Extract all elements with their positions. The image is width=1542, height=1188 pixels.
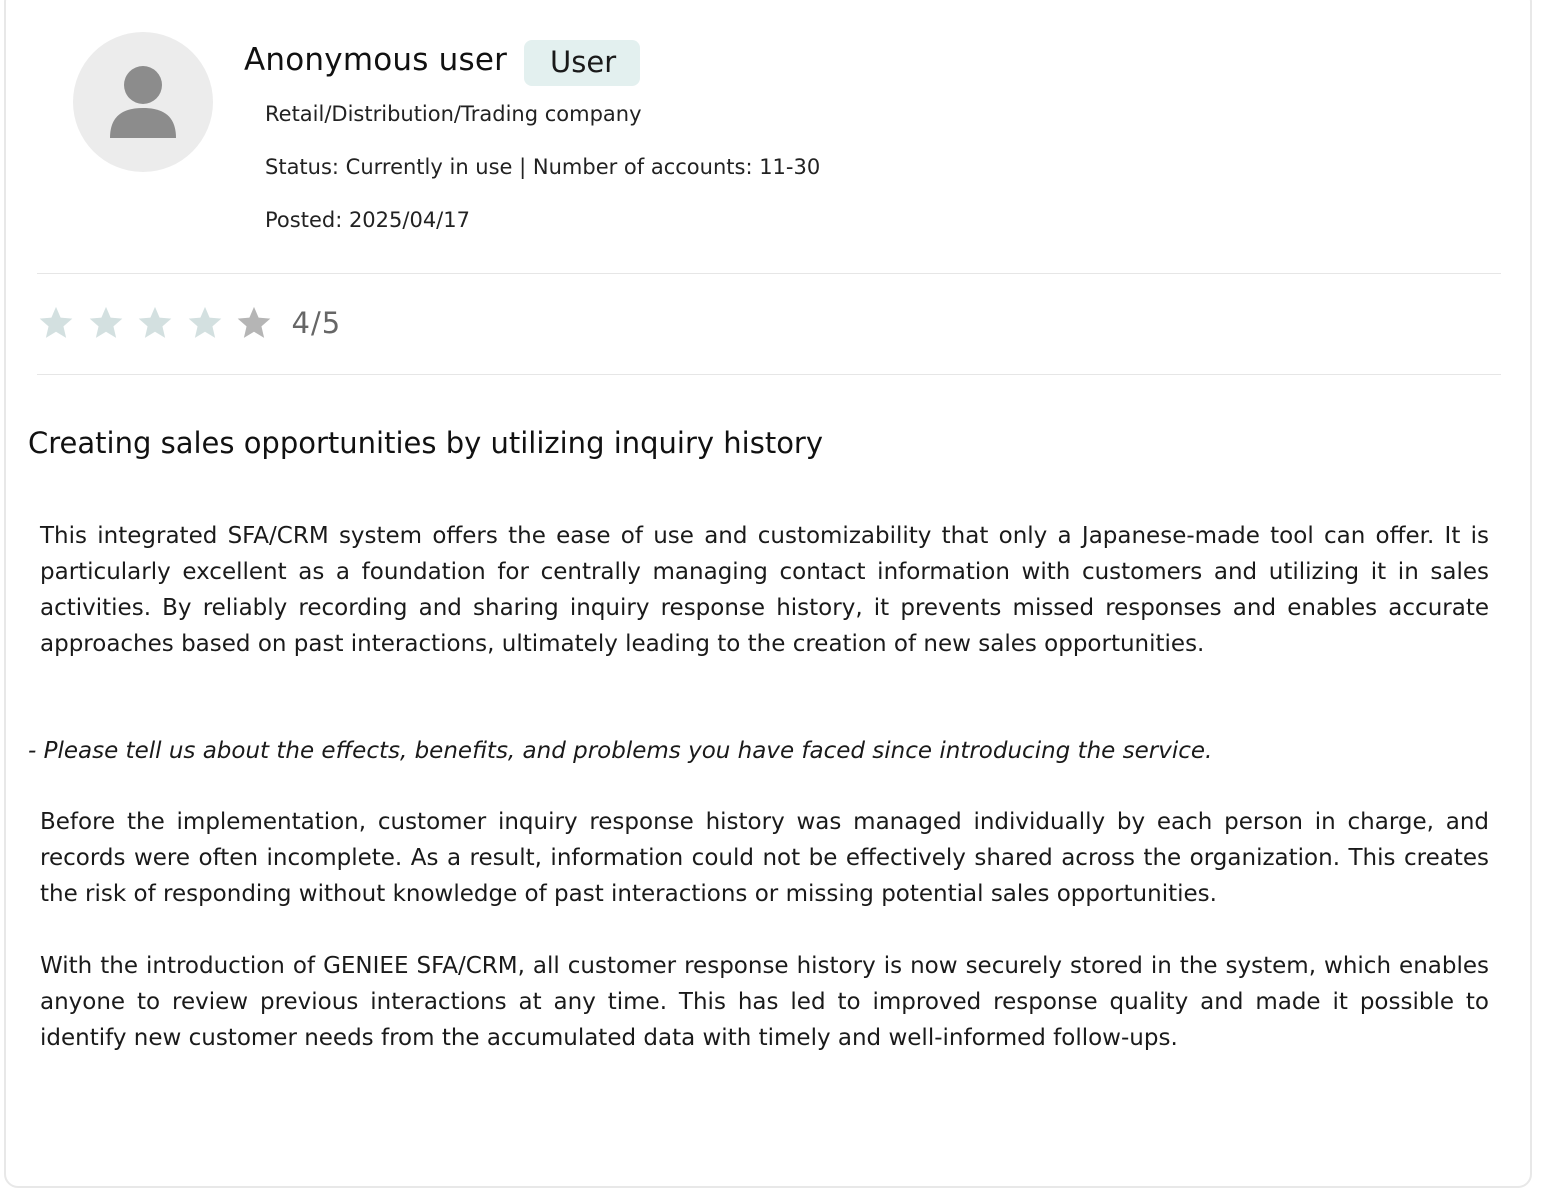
user-silhouette-icon: [73, 32, 213, 172]
star-icon: [87, 304, 125, 342]
posted-date: Posted: 2025/04/17: [265, 208, 470, 232]
review-title: Creating sales opportunities by utilizing inquiry history: [28, 426, 824, 460]
rating-value: 4/5: [291, 306, 342, 340]
review-question: - Please tell us about the effects, benefits, and problems you have faced since introducing the service.: [28, 738, 1213, 764]
reviewer-industry: Retail/Distribution/Trading company: [265, 102, 642, 126]
star-icon: [235, 304, 273, 342]
star-icon: [136, 304, 174, 342]
star-icon: [186, 304, 224, 342]
usage-status: Status: Currently in use | Number of accounts: 11-30: [265, 155, 821, 179]
avatar: [73, 32, 213, 172]
star-rating: [37, 304, 341, 342]
reviewer-name: Anonymous user: [244, 42, 508, 78]
review-summary: This integrated SFA/CRM system offers the ease of use and customizability that only a Japanese-made tool can offer. It is particularly excellent as a foundation for centrally managing contact information with customers and utilizing it in sales activities. By reliably recording and sharing inquiry response history, it prevents missed responses and enables accurate approaches based on past interactions, ultimately leading to the creation of new sales opportunities.: [40, 523, 1489, 657]
divider: [37, 374, 1501, 375]
role-badge: User: [524, 40, 640, 86]
divider: [37, 273, 1501, 274]
reviewer-header: [244, 36, 640, 84]
star-icon: [37, 304, 75, 342]
review-answer-after: With the introduction of GENIEE SFA/CRM, all customer response history is now securely stored in the system, which enables anyone to review previous interactions at any time. This has led to improved response quality and made it possible to identify new customer needs from the accumulated data with timely and well-informed follow-ups.: [40, 953, 1489, 1051]
review-answer-before: Before the implementation, customer inquiry response history was managed individually by each person in charge, and records were often incomplete. As a result, information could not be effectively shared across the organization. This creates the risk of responding without knowledge of past interactions or missing potential sales opportunities.: [40, 809, 1489, 907]
